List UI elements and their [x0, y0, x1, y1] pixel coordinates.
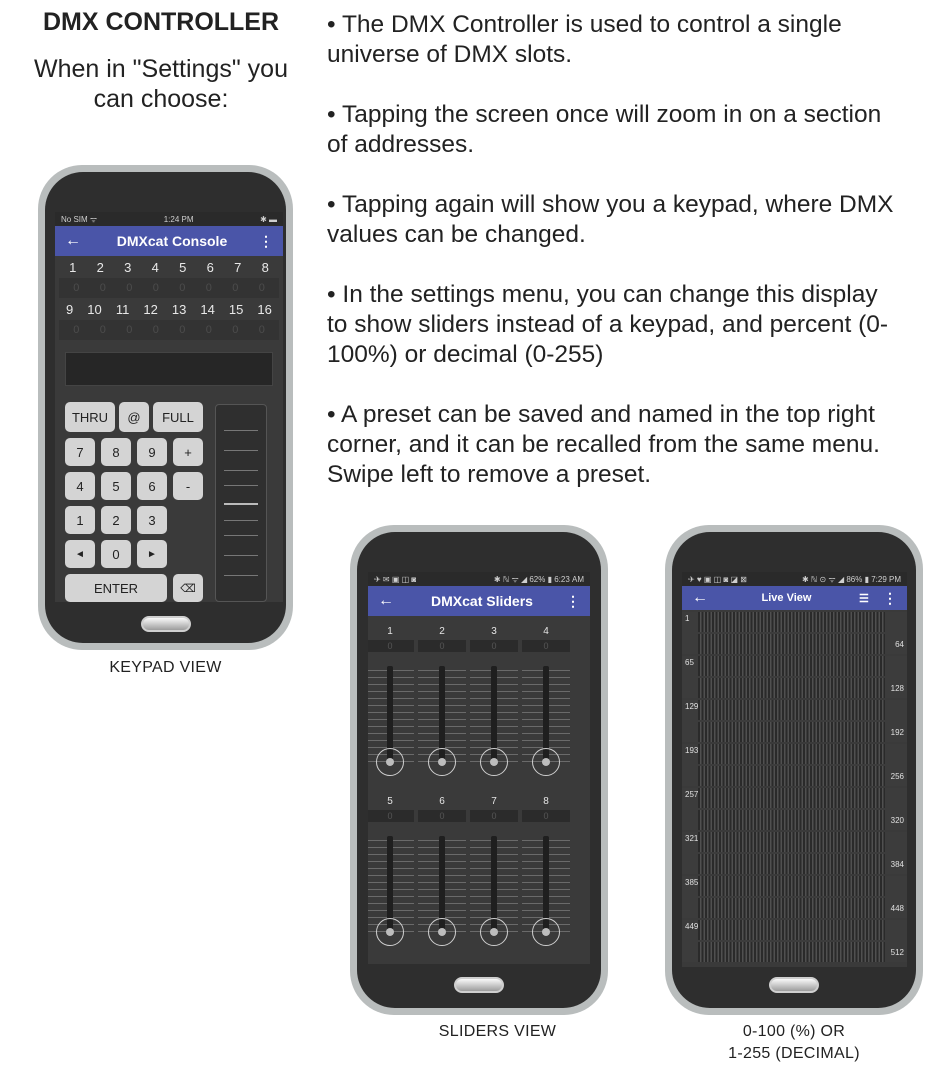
live-view-caption-line2: 1-255 (DECIMAL) — [728, 1045, 860, 1062]
fader-value-readout: 0 — [522, 640, 570, 652]
settings-intro-line2: can choose: — [93, 85, 229, 113]
slider-tick — [224, 485, 258, 486]
slider-tick — [224, 520, 258, 521]
level-bars — [698, 678, 885, 698]
channel-number[interactable]: 8 — [261, 259, 269, 275]
status-bar — [682, 572, 907, 586]
key-0[interactable]: 0 — [101, 540, 131, 568]
settings-intro-line1: When in "Settings" you — [34, 55, 288, 83]
address-block[interactable] — [682, 656, 907, 698]
fader-channel-number: 1 — [387, 626, 393, 637]
status-notifications: ✈ ♥ ▣ ◫ ◙ ◪ ⊠ — [688, 574, 747, 584]
enter-button[interactable]: ENTER — [65, 574, 167, 602]
channel-value: 0 — [179, 282, 186, 294]
page-title: DMX CONTROLLER — [42, 8, 280, 36]
list-view-icon[interactable]: ☰ — [859, 592, 869, 605]
app-bar — [682, 586, 907, 610]
key-9[interactable]: 9 — [137, 438, 167, 466]
phone-body — [45, 172, 286, 643]
block-end-address: 512 — [890, 948, 904, 957]
overflow-menu-icon[interactable]: ⋮ — [883, 589, 897, 606]
fader-value-readout: 0 — [470, 640, 518, 652]
status-bar — [55, 212, 283, 226]
right-arrow-button[interactable]: ► — [137, 540, 167, 568]
channel-number[interactable]: 9 — [66, 301, 74, 317]
level-bars — [698, 920, 885, 940]
address-block[interactable] — [682, 832, 907, 874]
feature-bullet-list — [327, 10, 937, 520]
address-block[interactable] — [682, 744, 907, 786]
keypad-screen — [55, 212, 283, 602]
channel-number[interactable]: 11 — [115, 301, 130, 317]
fader-value-readout: 0 — [470, 810, 518, 822]
status-notifications: ✈ ✉ ▣ ◫ ◙ — [374, 574, 417, 584]
channel-value: 0 — [205, 324, 212, 336]
channel-number[interactable]: 16 — [257, 301, 272, 317]
fader-value-readout: 0 — [418, 810, 466, 822]
fader-value-readout: 0 — [368, 640, 414, 652]
full-button[interactable]: FULL — [153, 402, 203, 432]
live-view-caption-line1: 0-100 (%) OR — [742, 1023, 846, 1040]
fader-knob[interactable] — [376, 748, 404, 776]
channel-value: 0 — [73, 324, 80, 336]
app-title: Live View — [761, 592, 812, 604]
thru-button[interactable]: THRU — [65, 402, 115, 432]
live-view-screen — [682, 572, 907, 967]
at-button[interactable]: @ — [119, 402, 149, 432]
block-start-address: 193 — [685, 746, 699, 755]
slider-tick — [224, 535, 258, 536]
level-bars — [698, 788, 885, 808]
channel-number[interactable]: 6 — [206, 259, 214, 275]
block-start-address: 129 — [685, 702, 699, 711]
address-block[interactable] — [682, 920, 907, 962]
overflow-menu-icon[interactable]: ⋮ — [566, 592, 580, 609]
level-slider[interactable] — [215, 404, 267, 602]
channel-number[interactable]: 3 — [124, 259, 132, 275]
fader-channel-number: 7 — [491, 796, 497, 807]
app-title: DMXcat Console — [116, 233, 228, 249]
back-arrow-icon[interactable]: ← — [65, 232, 81, 249]
live-view-caption — [665, 1021, 923, 1065]
block-end-address: 64 — [895, 640, 904, 649]
fader-value-readout: 0 — [522, 810, 570, 822]
status-battery: ✱ ▬ — [260, 214, 277, 224]
block-start-address: 65 — [685, 658, 694, 667]
address-block[interactable] — [682, 788, 907, 830]
channel-number[interactable]: 13 — [171, 301, 187, 317]
overflow-menu-icon[interactable]: ⋮ — [259, 232, 273, 249]
channel-number[interactable]: 2 — [96, 259, 104, 275]
keypad-view-phone — [38, 165, 293, 650]
channel-values-row-2 — [59, 320, 279, 340]
address-block[interactable] — [682, 700, 907, 742]
live-view-phone — [665, 525, 923, 1015]
channel-number[interactable]: 12 — [143, 301, 158, 317]
block-end-address: 128 — [890, 684, 904, 693]
fader-channel-number: 5 — [387, 796, 393, 807]
level-bars — [698, 832, 885, 852]
address-block[interactable] — [682, 876, 907, 918]
channel-row-1 — [55, 256, 283, 278]
fader-channel-number: 2 — [439, 626, 445, 637]
channel-number[interactable]: 4 — [151, 259, 159, 275]
status-bar — [368, 572, 590, 586]
level-bars — [698, 634, 885, 654]
key-5[interactable]: 5 — [101, 472, 131, 500]
slider-tick — [224, 555, 258, 556]
fader-knob[interactable] — [376, 918, 404, 946]
sliders-screen — [368, 572, 590, 964]
status-carrier: No SIM ᯤ — [61, 214, 98, 224]
channel-value: 0 — [99, 324, 106, 336]
minus-button[interactable]: - — [173, 472, 203, 500]
channel-value: 0 — [258, 324, 265, 336]
fader-knob[interactable] — [480, 748, 508, 776]
block-end-address: 448 — [890, 904, 904, 913]
channel-value: 0 — [126, 324, 133, 336]
status-time: 1:24 PM — [163, 214, 194, 224]
key-6[interactable]: 6 — [137, 472, 167, 500]
slider-tick — [224, 450, 258, 451]
channel-number[interactable]: 1 — [69, 259, 77, 275]
block-start-address: 449 — [685, 922, 699, 931]
keypad-view-caption: KEYPAD VIEW — [109, 659, 222, 676]
fader-knob[interactable] — [532, 748, 560, 776]
command-line-display — [65, 352, 273, 386]
level-bars — [698, 942, 885, 962]
left-arrow-button[interactable]: ◄ — [65, 540, 95, 568]
key-2[interactable]: 2 — [101, 506, 131, 534]
channel-value: 0 — [179, 324, 186, 336]
level-bars — [698, 722, 885, 742]
fader-knob[interactable] — [532, 918, 560, 946]
address-block[interactable] — [682, 612, 907, 654]
fader-knob[interactable] — [428, 748, 456, 776]
channel-value: 0 — [126, 282, 133, 294]
key-7[interactable]: 7 — [65, 438, 95, 466]
fader-channel-number: 4 — [543, 626, 549, 637]
slider-tick — [224, 430, 258, 431]
level-bars — [698, 854, 885, 874]
slider-tick — [224, 470, 258, 471]
fader-channel-number: 6 — [439, 796, 445, 807]
fader-knob[interactable] — [480, 918, 508, 946]
app-title: DMXcat Sliders — [431, 593, 533, 609]
bullet-universe: • The DMX Controller is used to control a single universe of DMX slots. — [327, 11, 842, 68]
key-4[interactable]: 4 — [65, 472, 95, 500]
fader-value-readout: 0 — [418, 640, 466, 652]
level-bars — [698, 612, 885, 632]
fader-channel-number: 8 — [543, 796, 549, 807]
channel-number[interactable]: 7 — [234, 259, 242, 275]
status-system: ✱ ℕ ᯤ ◢ 62% ▮ 6:23 AM — [493, 574, 584, 584]
channel-value: 0 — [205, 282, 212, 294]
block-start-address: 385 — [685, 878, 699, 887]
status-system: ✱ ℕ ⊙ ᯤ ◢ 86% ▮ 7:29 PM — [801, 574, 901, 584]
level-bars — [698, 744, 885, 764]
settings-intro — [0, 54, 322, 114]
home-button[interactable] — [769, 977, 819, 993]
home-button[interactable] — [141, 616, 191, 632]
backspace-button[interactable]: ⌫ — [173, 574, 203, 602]
block-start-address: 257 — [685, 790, 699, 799]
slider-tick — [224, 575, 258, 576]
key-1[interactable]: 1 — [65, 506, 95, 534]
block-start-address: 1 — [685, 614, 690, 623]
block-end-address: 192 — [890, 728, 904, 737]
bullet-settings: • In the settings menu, you can change this display to show sliders instead of a keypad, and percent (0- 100%) or decimal (0-255) — [327, 281, 889, 368]
channel-value: 0 — [152, 282, 159, 294]
sliders-view-phone — [350, 525, 608, 1015]
level-bars — [698, 700, 885, 720]
channel-number[interactable]: 5 — [179, 259, 187, 275]
block-end-address: 384 — [890, 860, 904, 869]
channel-value: 0 — [258, 282, 265, 294]
fader-value-readout: 0 — [368, 810, 414, 822]
plus-button[interactable]: + — [173, 438, 203, 466]
channel-number[interactable]: 14 — [200, 301, 215, 317]
bullet-presets: • A preset can be saved and named in the top right corner, and it can be recalled from the same menu. Swipe left to remove a preset. — [327, 401, 880, 488]
channel-value: 0 — [73, 282, 80, 294]
level-bars — [698, 656, 885, 676]
bullet-zoom: • Tapping the screen once will zoom in on a section of addresses. — [327, 101, 882, 158]
channel-values-row-1 — [59, 278, 279, 298]
block-start-address: 321 — [685, 834, 699, 843]
sliders-view-caption: SLIDERS VIEW — [438, 1023, 557, 1040]
block-end-address: 256 — [890, 772, 904, 781]
phone-body — [672, 532, 916, 1008]
channel-number[interactable]: 15 — [228, 301, 244, 317]
home-button[interactable] — [454, 977, 504, 993]
level-bars — [698, 810, 885, 830]
fader-knob[interactable] — [428, 918, 456, 946]
channel-value: 0 — [99, 282, 106, 294]
block-end-address: 320 — [890, 816, 904, 825]
fader-channel-number: 3 — [491, 626, 497, 637]
channel-value: 0 — [232, 324, 239, 336]
app-bar — [55, 226, 283, 256]
channel-row-2 — [55, 298, 283, 320]
back-arrow-icon[interactable]: ← — [378, 592, 394, 609]
bullet-keypad: • Tapping again will show you a keypad, where DMX values can be changed. — [327, 191, 894, 248]
channel-number[interactable]: 10 — [87, 301, 102, 317]
key-8[interactable]: 8 — [101, 438, 131, 466]
channel-value: 0 — [152, 324, 159, 336]
level-bars — [698, 876, 885, 896]
channel-value: 0 — [232, 282, 239, 294]
app-bar — [368, 586, 590, 616]
key-3[interactable]: 3 — [137, 506, 167, 534]
level-bars — [698, 898, 885, 918]
level-bars — [698, 766, 885, 786]
slider-handle[interactable] — [224, 503, 258, 505]
phone-body — [357, 532, 601, 1008]
back-arrow-icon[interactable]: ← — [692, 589, 708, 606]
